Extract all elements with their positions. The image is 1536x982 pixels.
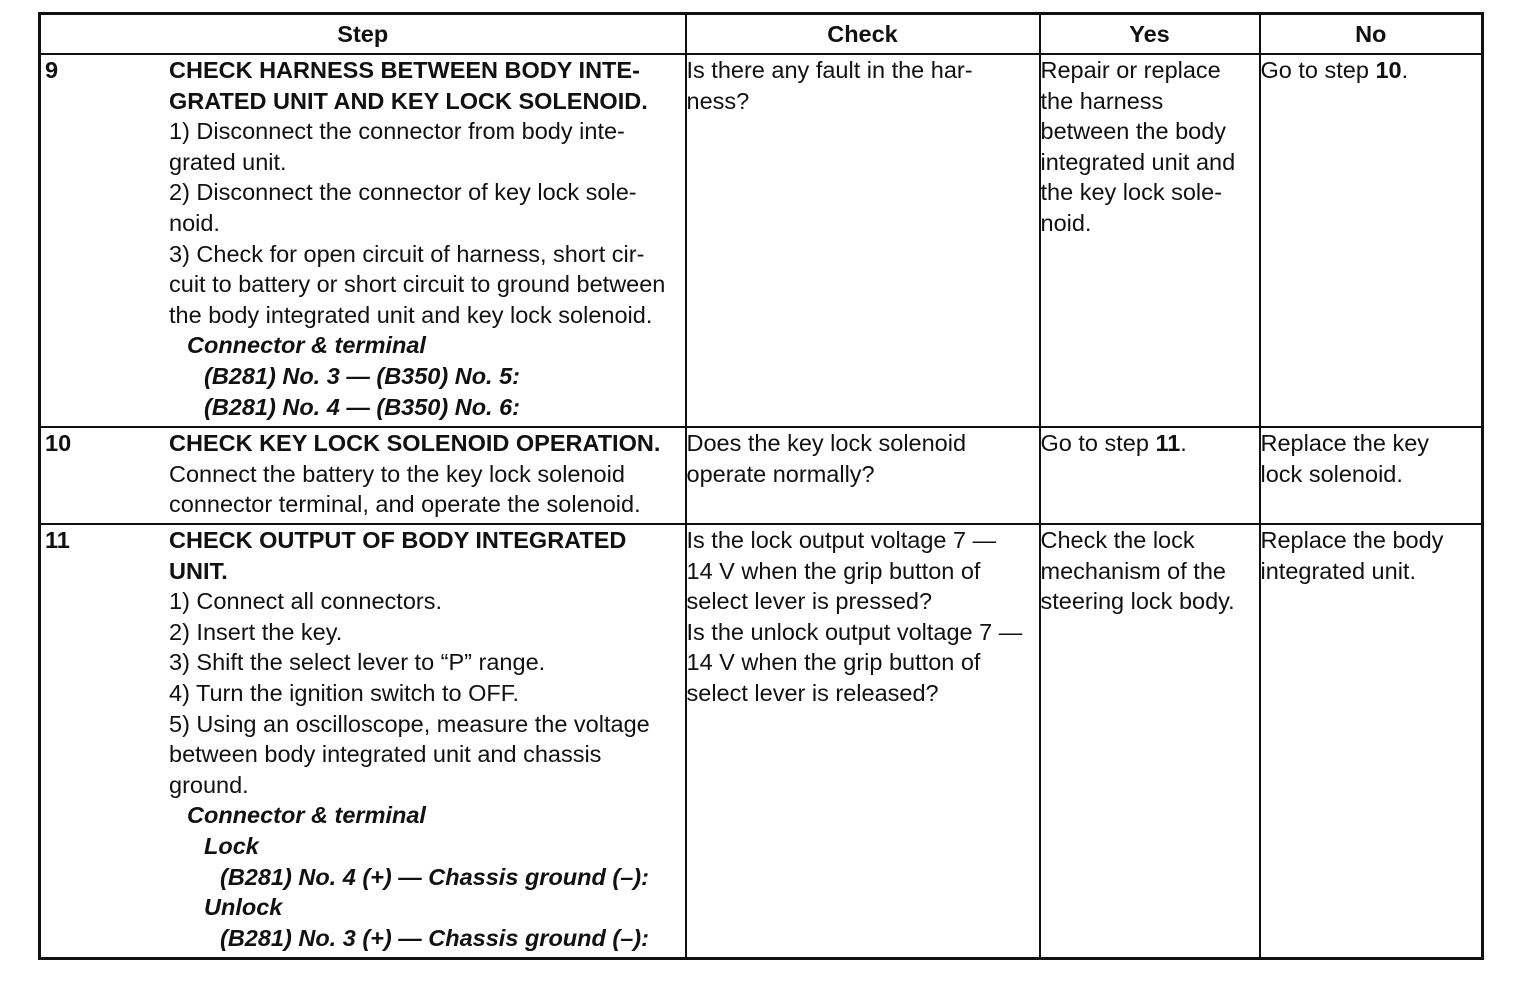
yes-text: the key lock sole- [1040, 179, 1223, 206]
check-cell [686, 427, 1040, 524]
yes-cell [1040, 524, 1260, 958]
table-row [40, 524, 1483, 958]
yes-text: integrated unit and [1040, 148, 1236, 175]
no-text [1261, 55, 1482, 86]
step-cell [40, 524, 686, 958]
no-cell [1260, 524, 1483, 958]
step-instruction: between body integrated unit and chassis [169, 741, 602, 768]
check-text: Is there any fault in the har- [686, 57, 973, 83]
step-instruction: cuit to battery or short circuit to ground between [169, 271, 666, 298]
table-row [40, 427, 1483, 524]
step-number: 10 [45, 430, 72, 456]
yes-text: noid. [1040, 209, 1092, 236]
check-text: Does the key lock solenoid [686, 430, 967, 456]
yes-text: between the body [1040, 118, 1227, 145]
check-text: Is the unlock output voltage 7 — [686, 618, 1023, 645]
step-title: GRATED UNIT AND KEY LOCK SOLENOID. [169, 87, 648, 114]
header-no: No [1260, 14, 1483, 55]
step-cell [40, 427, 686, 524]
no-prefix: Go to step [1260, 57, 1376, 83]
no-text: Replace the key [1260, 430, 1430, 456]
check-text: select lever is released? [686, 679, 939, 706]
no-suffix: . [1401, 57, 1409, 83]
yes-text: steering lock body. [1040, 588, 1235, 615]
step-instruction: Connect the battery to the key lock solenoid [169, 460, 625, 487]
yes-step-number: 11 [1155, 430, 1181, 456]
no-cell [1260, 427, 1483, 524]
yes-text: Repair or replace [1040, 57, 1221, 83]
step-instruction: 5) Using an oscilloscope, measure the voltage [169, 710, 650, 737]
step-title: UNIT. [169, 557, 228, 584]
step-instruction: ground. [169, 771, 249, 798]
step-instruction: the body integrated unit and key lock solenoid. [169, 301, 653, 328]
step-number: 9 [45, 57, 59, 83]
step-instruction: connector terminal, and operate the solenoid. [169, 491, 641, 518]
step-cell [40, 54, 686, 427]
check-text: operate normally? [686, 460, 875, 487]
step-title: CHECK HARNESS BETWEEN BODY INTE- [169, 57, 640, 83]
no-text: Replace the body [1260, 527, 1444, 553]
yes-prefix: Go to step [1040, 430, 1156, 456]
step-instruction: 4) Turn the ignition switch to OFF. [169, 679, 520, 706]
table-row [40, 54, 1483, 427]
step-instruction: 3) Check for open circuit of harness, short cir- [169, 240, 645, 267]
yes-cell [1040, 54, 1260, 427]
check-text: ness? [686, 87, 750, 114]
spec-line: (B281) No. 3 — (B350) No. 5: [204, 362, 521, 389]
spec-unlock-label: Unlock [204, 894, 283, 921]
yes-text: Check the lock [1040, 527, 1195, 553]
step-number: 11 [45, 527, 70, 553]
yes-text: mechanism of the [1040, 557, 1226, 584]
step-instruction: grated unit. [169, 148, 287, 175]
check-cell [686, 524, 1040, 958]
yes-suffix: . [1180, 430, 1187, 456]
spec-lock-label: Lock [204, 832, 259, 859]
step-instruction: noid. [169, 209, 220, 236]
step-title: CHECK OUTPUT OF BODY INTEGRATED [169, 527, 627, 553]
header-step: Step [40, 14, 686, 55]
step-instruction: 1) Connect all connectors. [169, 588, 443, 615]
check-cell [686, 54, 1040, 427]
check-text: select lever is pressed? [686, 588, 933, 615]
step-title: CHECK KEY LOCK SOLENOID OPERATION. [169, 430, 661, 456]
no-text: integrated unit. [1260, 557, 1416, 584]
header-check: Check [686, 14, 1040, 55]
check-text: 14 V when the grip button of [686, 557, 981, 584]
no-cell [1260, 54, 1483, 427]
spec-line: (B281) No. 3 (+) — Chassis ground (–): [220, 924, 649, 951]
spec-line: (B281) No. 4 (+) — Chassis ground (–): [220, 863, 649, 890]
yes-cell [1040, 427, 1260, 524]
no-step-number: 10 [1375, 57, 1402, 83]
diagnostic-table [38, 12, 1484, 960]
header-yes: Yes [1040, 14, 1260, 55]
no-text: lock solenoid. [1260, 460, 1403, 487]
step-instruction: 2) Insert the key. [169, 618, 343, 645]
step-instruction: 2) Disconnect the connector of key lock sole- [169, 179, 637, 206]
step-instruction: 3) Shift the select lever to “P” range. [169, 649, 546, 676]
spec-heading: Connector & terminal [187, 802, 426, 829]
yes-text: the harness [1040, 87, 1164, 114]
step-instruction: 1) Disconnect the connector from body inte- [169, 118, 625, 145]
spec-line: (B281) No. 4 — (B350) No. 6: [204, 393, 521, 420]
yes-text [1041, 428, 1259, 459]
header-row [40, 14, 1483, 55]
spec-heading: Connector & terminal [187, 332, 426, 359]
check-text: 14 V when the grip button of [686, 649, 981, 676]
check-text: Is the lock output voltage 7 — [686, 527, 997, 553]
